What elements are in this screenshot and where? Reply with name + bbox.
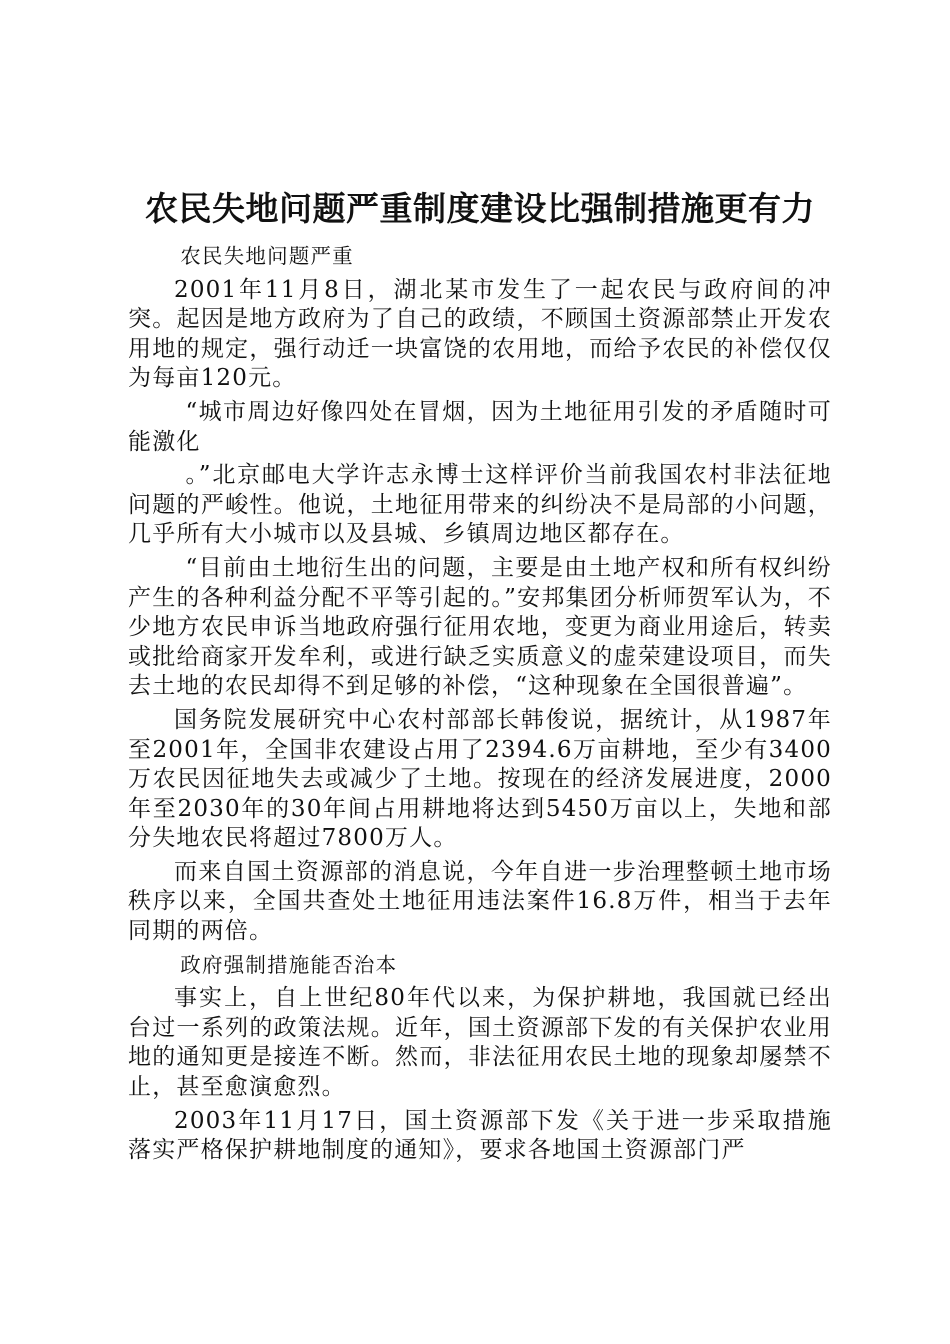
paragraph: 国务院发展研究中心农村部部长韩俊说，据统计，从1987年至2001年，全国非农建设占用了2394.6万亩耕地，至少有3400万农民因征地失去或减少了土地。按现在的经济发展进度，2000年至2030年的30年间占用耕地将达到5450万亩以上，失地和部分失地农民将超过7800万人。	[128, 706, 832, 852]
document-title: 农民失地问题严重制度建设比强制措施更有力	[145, 189, 815, 228]
paragraph: 。”北京邮电大学许志永博士这样评价当前我国农村非法征地问题的严峻性。他说，土地征用带来的纠纷决不是局部的小问题，几乎所有大小城市以及县城、乡镇周边地区都存在。	[128, 462, 832, 548]
section-heading: 政府强制措施能否治本	[180, 952, 398, 977]
paragraph: “城市周边好像四处在冒烟，因为土地征用引发的矛盾随时可能激化	[128, 398, 832, 455]
paragraph: 2003年11月17日，国土资源部下发《关于进一步采取措施落实严格保护耕地制度的通知》，要求各地国土资源部门严	[128, 1107, 832, 1164]
paragraph: 而来自国土资源部的消息说，今年自进一步治理整顿土地市场秩序以来，全国共查处土地征用违法案件16.8万件，相当于去年同期的两倍。	[128, 858, 832, 945]
paragraph: 事实上，自上世纪80年代以来，为保护耕地，我国就已经出台过一系列的政策法规。近年，国土资源部下发的有关保护农业用地的通知更是接连不断。然而，非法征用农民土地的现象却屡禁不止，甚至愈演愈烈。	[128, 985, 832, 1101]
paragraph: “目前由土地衍生出的问题，主要是由土地产权和所有权纠纷产生的各种利益分配不平等引起的。”安邦集团分析师贺军认为，不少地方农民申诉当地政府强行征用农地，变更为商业用途后，转卖或批给商家开发牟利，或进行缺乏实质意义的虚荣建设项目，而失去土地的农民却得不到足够的补偿，“这种现象在全国很普遍”。	[128, 554, 832, 700]
paragraph: 2001年11月8日，湖北某市发生了一起农民与政府间的冲突。起因是地方政府为了自己的政绩，不顾国土资源部禁止开发农用地的规定，强行动迁一块富饶的农用地，而给予农民的补偿仅仅为每亩120元。	[128, 276, 832, 392]
document-page	[128, 184, 832, 1170]
section-heading: 农民失地问题严重	[180, 244, 354, 268]
